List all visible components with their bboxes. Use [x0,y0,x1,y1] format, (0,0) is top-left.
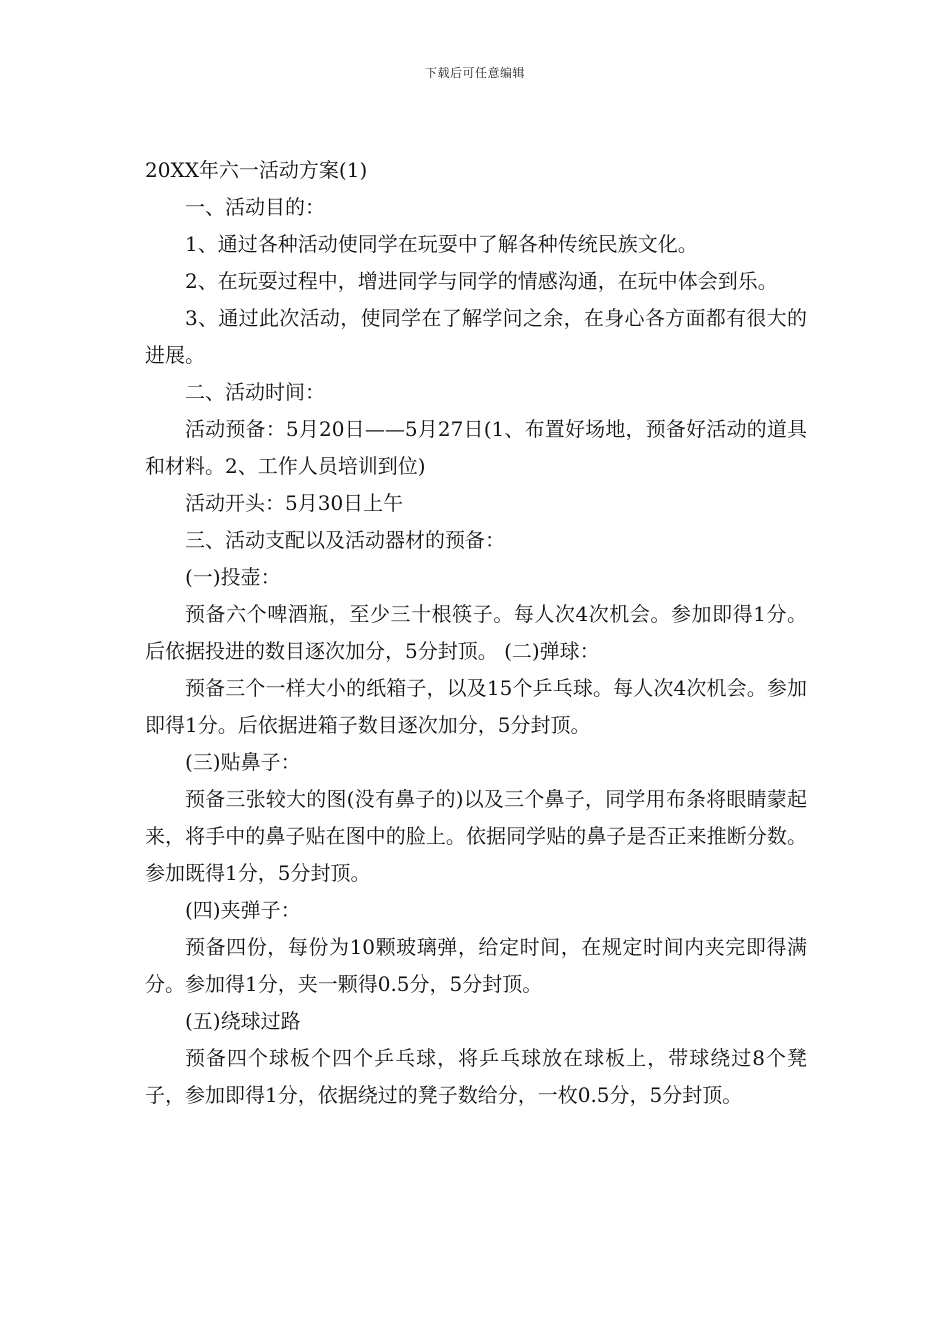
paragraph: 2、在玩耍过程中，增进同学与同学的情感沟通，在玩中体会到乐。 [185,269,778,293]
section-heading: 二、活动时间： [185,380,325,404]
document-body [145,152,807,1114]
paragraph: 预备三个一样大小的纸箱子，以及15个乒乓球。每人次4次机会。参加即得1分。后依据进箱子数目逐次加分，5分封顶。 [145,676,807,737]
paragraph: 3、通过此次活动，使同学在了解学问之余，在身心各方面都有很大的进展。 [145,306,807,367]
section-heading: 三、活动支配以及活动器材的预备： [185,528,505,552]
subsection-heading: (一)投壶： [185,565,281,589]
paragraph: 活动开头：5月30日上午 [185,491,404,515]
subsection-heading: (五)绕球过路 [185,1009,301,1033]
paragraph: 预备六个啤酒瓶，至少三十根筷子。每人次4次机会。参加即得1分。后依据投进的数目逐次加分，5分封顶。 (二)弹球： [145,602,807,663]
subsection-heading: (三)贴鼻子： [185,750,301,774]
paragraph: 活动预备：5月20日——5月27日(1、布置好场地，预备好活动的道具和材料。2、工作人员培训到位) [145,417,807,478]
page-header: 下载后可任意编辑 [424,66,525,80]
paragraph: 1、通过各种活动使同学在玩耍中了解各种传统民族文化。 [185,232,698,256]
section-heading: 一、活动目的： [185,195,325,219]
subsection-heading: (四)夹弹子： [185,898,301,922]
paragraph: 预备四份，每份为10颗玻璃弹，给定时间，在规定时间内夹完即得满分。参加得1分，夹一颗得0.5分，5分封顶。 [145,935,807,996]
paragraph: 预备三张较大的图(没有鼻子的)以及三个鼻子，同学用布条将眼睛蒙起来，将手中的鼻子贴在图中的脸上。依据同学贴的鼻子是否正来推断分数。参加既得1分，5分封顶。 [145,787,807,885]
document-title: 20XX年六一活动方案(1) [145,158,368,182]
paragraph: 预备四个球板个四个乒乓球，将乒乓球放在球板上，带球绕过8个凳子，参加即得1分，依据绕过的凳子数给分，一枚0.5分，5分封顶。 [145,1046,807,1107]
